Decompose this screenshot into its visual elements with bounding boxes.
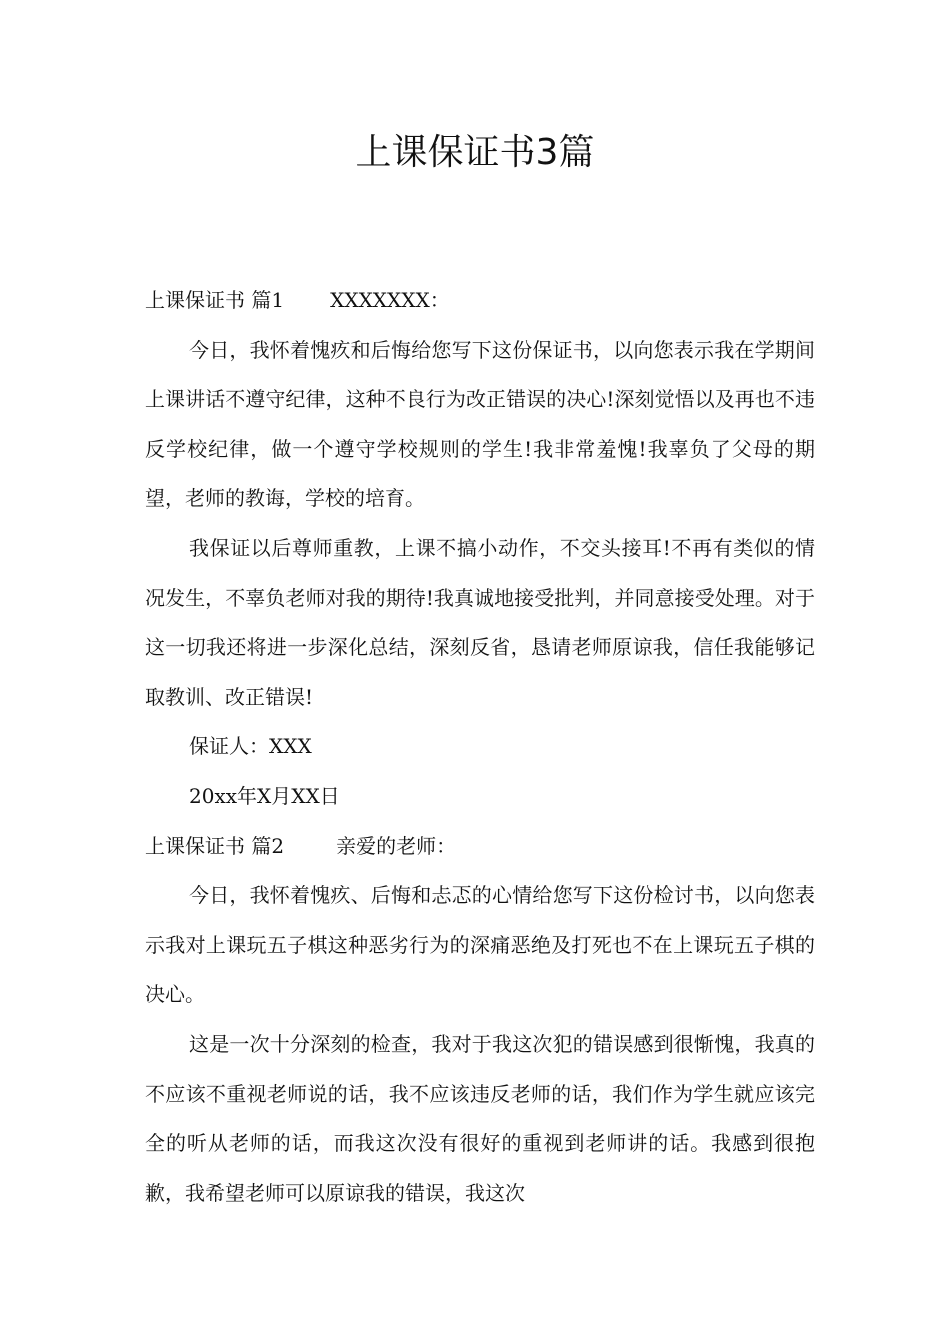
section-heading-1 xyxy=(145,276,815,326)
section-2-salutation: 亲爱的老师： xyxy=(336,833,457,858)
section-1-signer: 保证人：XXX xyxy=(189,734,312,759)
document-title: 上课保证书3篇 xyxy=(355,132,595,173)
document-body xyxy=(145,276,815,1218)
section-heading-2 xyxy=(145,822,815,872)
section-2-heading-text: 上课保证书 篇2 xyxy=(145,833,285,858)
section-1-paragraph-1: 今日，我怀着愧疚和后悔给您写下这份保证书，以向您表示我在学期间上课讲话不遵守纪律，这种不良行为改正错误的决心!深刻觉悟以及再也不违反学校纪律，做一个遵守学校规则的学生!我非常羞愧!我辜负了父母的期望，老师的教诲，学校的培育。 xyxy=(145,337,815,511)
section-1-date: 20xx年X月XX日 xyxy=(189,783,340,808)
section-2-paragraph-1: 今日，我怀着愧疚、后悔和忐忑的心情给您写下这份检讨书，以向您表示我对上课玩五子棋这种恶劣行为的深痛恶绝及打死也不在上课玩五子棋的决心。 xyxy=(145,883,815,1007)
section-1-heading-text: 上课保证书 篇1 xyxy=(145,288,285,312)
section-1-paragraph-2: 我保证以后尊师重教，上课不搞小动作，不交头接耳!不再有类似的情况发生，不辜负老师对我的期待!我真诚地接受批判，并同意接受处理。对于这一切我还将进一步深化总结，深刻反省，恳请老师原谅我，信任我能够记取教训、改正错误! xyxy=(145,535,815,709)
section-2-paragraph-2: 这是一次十分深刻的检查，我对于我这次犯的错误感到很惭愧，我真的不应该不重视老师说的话，我不应该违反老师的话，我们作为学生就应该完全的听从老师的话，而我这次没有很好的重视到老师讲的话。我感到很抱歉，我希望老师可以原谅我的错误，我这次 xyxy=(145,1031,815,1205)
section-1-salutation: XXXXXXX： xyxy=(330,288,450,312)
